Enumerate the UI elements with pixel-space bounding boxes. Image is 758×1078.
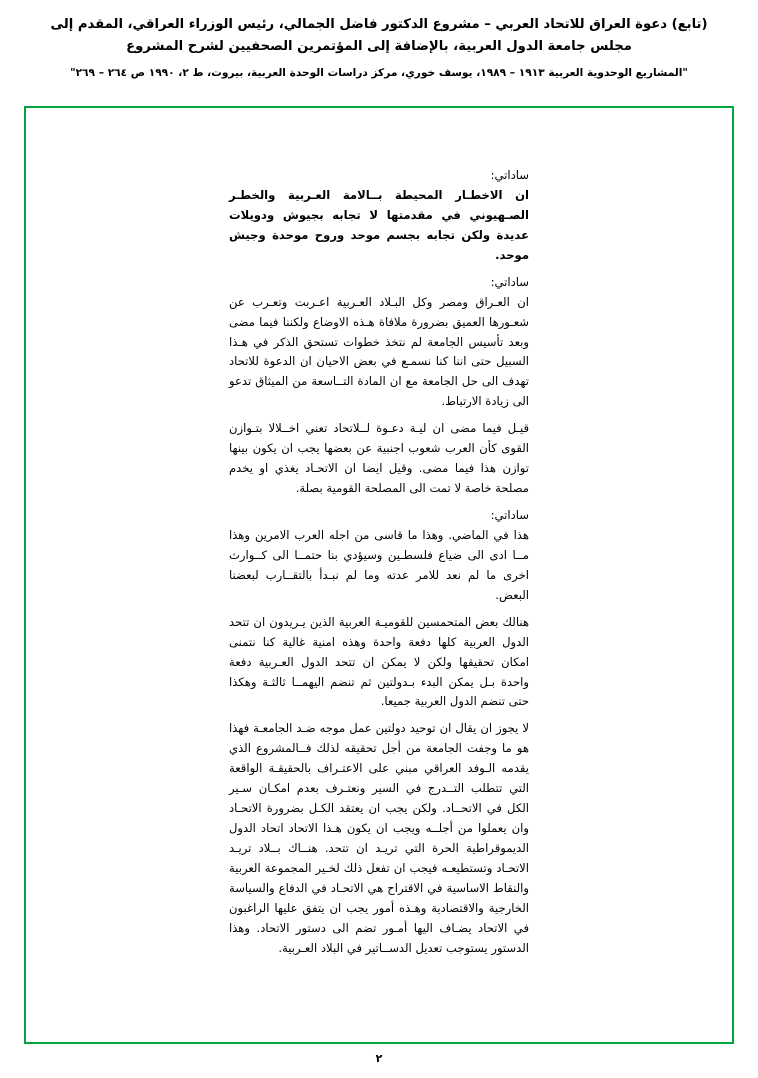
- page-number: ٢: [375, 1052, 383, 1065]
- page-title: (تابع) دعوة العراق للاتحاد العربي – مشروع الدكتور فاضل الجمالي، رئيس الوزراء العراقي، المقدم إلى مجلس جامعة الدول العربية، بالإضافة إلى المؤتمرين الصحفيين لشرح المشروع: [50, 17, 708, 54]
- salutation-2: ساداتي:: [490, 274, 529, 289]
- paragraph-2: ان العـراق ومصر وكل البـلاد العـربية اعـربت وتعـرب عن شعـورها العميق بضرورة ملافاة هـذه الاوضاع ولكننا فيما مضى وبعد تأسيس الجامعة لم نتخذ خطوات تستحق الذكر في هـذا السبيل حتى اننا كنا نسمـع في بعض الاحيان ان الدعوة للاتحاد تهدف الى حل الجامعة مع ان المادة التــاسعة من الميثاق تدعو الى زيادة الارتباط.: [229, 294, 529, 409]
- salutation-3: ساداتي:: [490, 508, 529, 522]
- green-border-frame: [24, 106, 734, 1044]
- frame-content: [26, 108, 732, 1042]
- paragraph-1: ان الاخطـار المحيطة بــالامة العـربية والخطـر الصـهيوني في مقدمتها لا تجابه بجيوش ودويلات عديدة ولكن تجابه بجسم موحد وروح موحدة وجيش موحد.: [229, 187, 529, 262]
- text-column: [229, 166, 529, 959]
- paragraph-5: هنالك بعض المتحمسين للقوميـة العربية الذين يـريدون ان تتحد الدول العربية كلها دفعة واحدة وهذه امنية غالية كنا نتمنى امكان تحقيقها ولكن لا يمكن ان تتحد الدول العـربية دفعة واحدة بـل يمكن البدء بـدولتين ثم تنضم اليهمــا ثالثـة وهكذا حتى تنضم الدول العربية جميعا.: [229, 614, 529, 709]
- salutation-1: ساداتي:: [490, 168, 529, 182]
- document-header: [0, 0, 758, 79]
- paragraph-3: قيـل فيما مضى ان ليـة دعـوة لــلاتحاد تعني اخــلالا بتـوازن القوى كأن العرب شعوب اجنبية عن بعضها يجب ان يكون بينها توازن هذا فيما مضى. وقيل ايضا ان الاتحـاد يغذي او يخدم مصلحة خاصة لا تمت الى المصلحة القومية بصلة.: [229, 421, 529, 496]
- paragraph-4: هذا في الماضي. وهذا ما قاسى من اجله العرب الامرين وهذا مــا ادى الى ضياع فلسطـين وسيؤدي بنا حتمــا الى كــوارث اخرى ما لم نعد للامر عدته وما لم نبـدأ بالتقــارب لبعضنا البعض.: [229, 527, 529, 602]
- source-citation: "المشاريع الوحدوية العربية ١٩١٣ – ١٩٨٩، يوسف خوري، مركز دراسات الوحدة العربية، بيروت، ط ٢، ١٩٩٠ ص ٢٦٤ – ٢٦٩": [70, 66, 688, 79]
- paragraph-6: لا يجوز ان يقال ان توحيد دولتين عمل موجه ضـد الجامعـة فهذا هو ما وجفت الجامعة من أجل تحقيقه لذلك فــالمشروع الذي يقدمه الـوفد العراقي مبني على الاعتـراف بالحقيقـة الواقعة التي تتطلب التــدرج في السير ونعتـرف بعدم امكـان سـير الكل في الاتحــاد. ولكن يجب ان يعتقد الكـل بضرورة الاتحـاد وان يعملوا من أجلــه ويجب ان يكون هـذا الاتحاد اتحاد الدول الديموقراطية الحرة التي تريـد ان تتحد. هنــاك بــلاد تريـد الاتحـاد وتستطيعـه فيجب ان تفعل ذلك لخـير المجموعة العربية والنقاط الاساسية في الاقتراح هي الاتحـاد في الدفاع والسياسة الخارجية والاقتصادية وهـذه أمور يجب ان يتفق عليها الراغبون في الاتحاد يضـاف اليها أمـور تضم الى دستور الاتحاد. وهذا الدستور يستوجب تعديل الدســاتير في البلاد العـربية.: [229, 721, 529, 955]
